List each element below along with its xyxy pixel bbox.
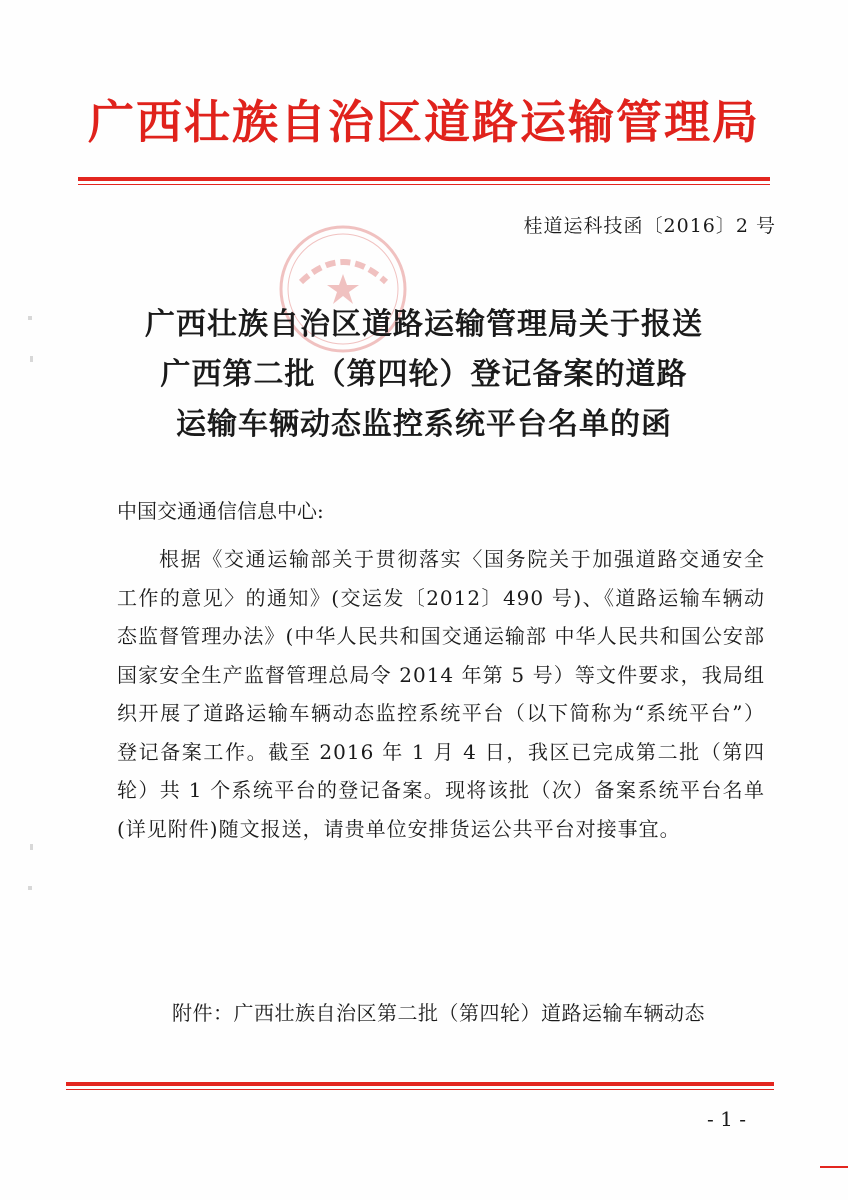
title-line-1: 广西壮族自治区道路运输管理局关于报送 bbox=[145, 307, 703, 342]
scan-speck bbox=[30, 844, 33, 850]
title-line-2: 广西第二批（第四轮）登记备案的道路 bbox=[160, 357, 688, 392]
agency-header: 广西壮族自治区道路运输管理局 bbox=[88, 95, 760, 149]
attachment-line: 附件：广西壮族自治区第二批（第四轮）道路运输车辆动态 bbox=[172, 1001, 705, 1025]
body-paragraph: 根据《交通运输部关于贯彻落实〈国务院关于加强道路交通安全工作的意见〉的通知》(交运发〔2012〕490 号)、《道路运输车辆动态监督管理办法》(中华人民共和国交通运输部 中华人民共和国公安部 国家安全生产监督管理总局令 2014 年第 5 号）等文件要求，我局组织开展了道路运输车辆动态监控系统平台（以下简称为“系统平台”）登记备案工作。截至 2016 年 1 月 4 日，我区已完成第二批（第四轮）共 1 个系统平台的登记备案。现将该批（次）备案系统平台名单(详见附件)随文报送，请贵单位安排货运公共平台对接事宜。 bbox=[117, 547, 765, 841]
scan-speck bbox=[30, 356, 33, 362]
page-number: - 1 - bbox=[707, 1107, 746, 1131]
header-red-rule-thin bbox=[78, 184, 770, 185]
document-title bbox=[100, 300, 748, 450]
header-red-rule-thick bbox=[78, 177, 770, 181]
footer-red-rule-thin bbox=[66, 1089, 774, 1090]
scan-edge-mark bbox=[820, 1166, 848, 1168]
title-line-3: 运输车辆动态监控系统平台名单的函 bbox=[176, 407, 672, 442]
scan-speck bbox=[28, 316, 32, 320]
addressee: 中国交通通信信息中心: bbox=[117, 499, 324, 523]
footer-red-rule-thick bbox=[66, 1082, 774, 1086]
document-number: 桂道运科技函〔2016〕2 号 bbox=[523, 215, 776, 237]
scan-speck bbox=[28, 886, 32, 890]
